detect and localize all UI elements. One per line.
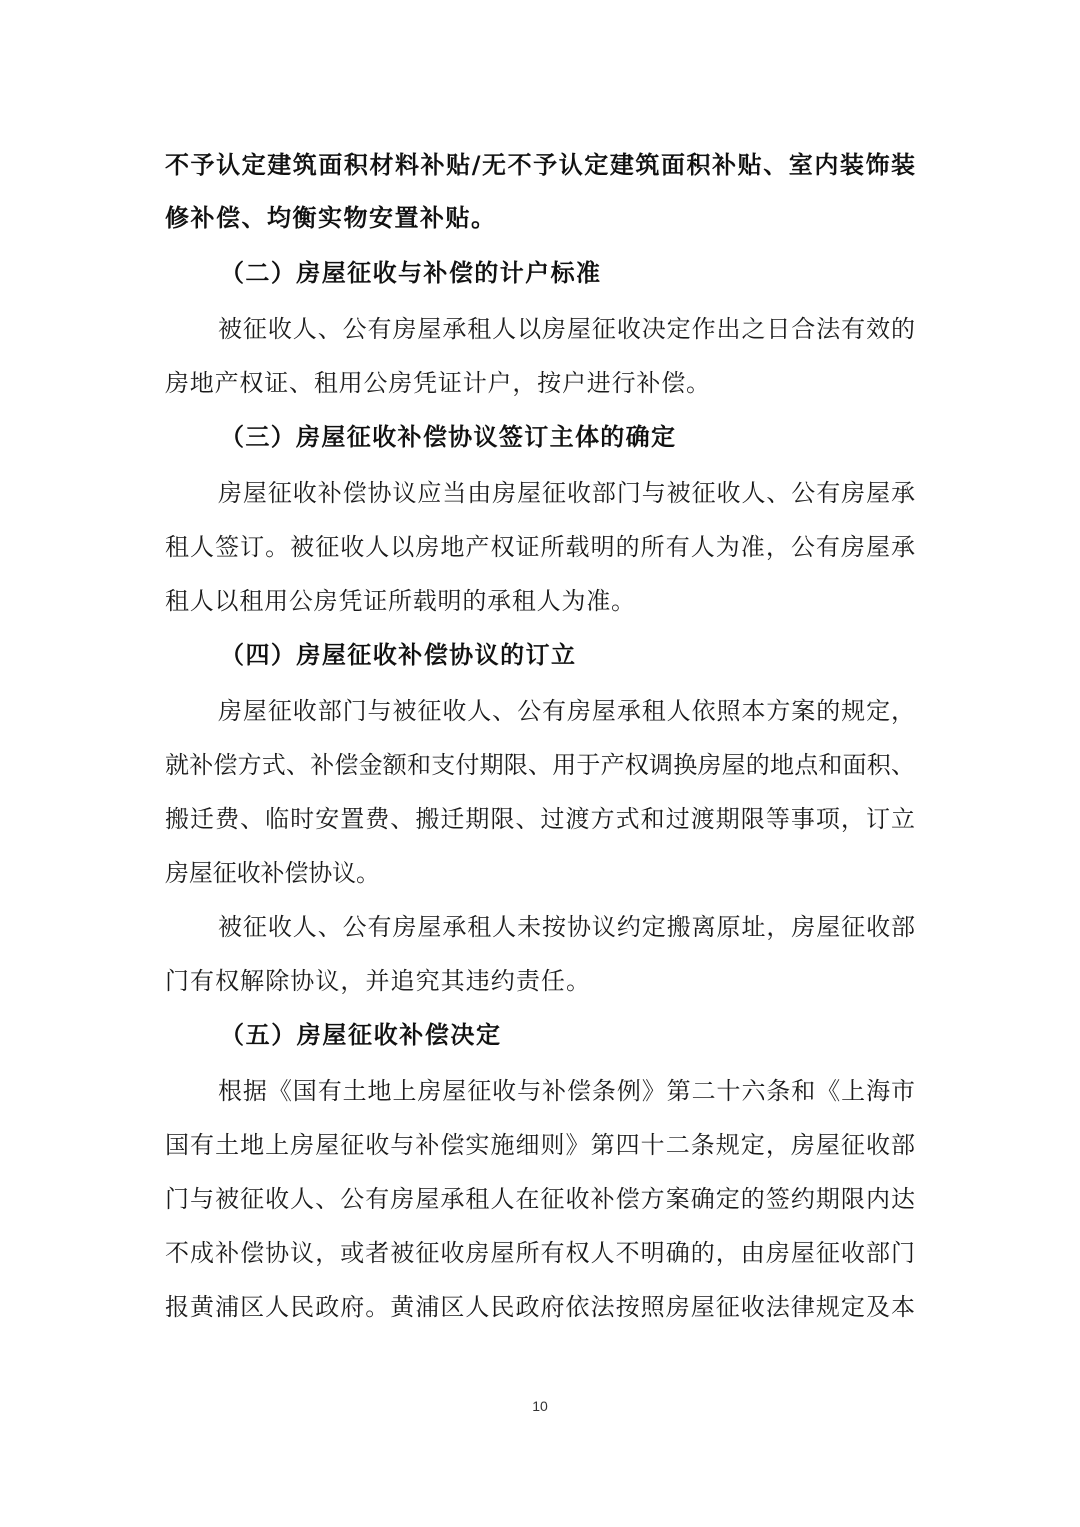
- text-line: 被征收人、公有房屋承租人未按协议约定搬离原址，房屋征收部: [218, 913, 916, 941]
- text-line: 房屋征收补偿协议。: [165, 859, 380, 887]
- text-line: 租人以租用公房凭证所载明的承租人为准。: [165, 587, 636, 615]
- text-line: 报黄浦区人民政府。黄浦区人民政府依法按照房屋征收法律规定及本: [165, 1293, 917, 1321]
- page-number: 10: [532, 1398, 548, 1414]
- text-line: 修补偿、均衡实物安置补贴。: [165, 204, 497, 232]
- text-line: 搬迁费、临时安置费、搬迁期限、过渡方式和过渡期限等事项，订立: [165, 805, 917, 833]
- text-line: 国有土地上房屋征收与补偿实施细则》第四十二条规定，房屋征收部: [165, 1131, 917, 1159]
- section-heading: （四）房屋征收补偿协议的订立: [220, 641, 577, 669]
- text-line: 不予认定建筑面积材料补贴/无不予认定建筑面积补贴、室内装饰装: [165, 151, 917, 179]
- text-line: 租人签订。被征收人以房地产权证所载明的所有人为准，公有房屋承: [165, 533, 917, 561]
- text-line: 门与被征收人、公有房屋承租人在征收补偿方案确定的签约期限内达: [165, 1185, 917, 1213]
- text-line: 就补偿方式、补偿金额和支付期限、用于产权调换房屋的地点和面积、: [165, 751, 916, 779]
- text-line: 房屋征收补偿协议应当由房屋征收部门与被征收人、公有房屋承: [218, 479, 916, 507]
- text-line: 门有权解除协议，并追究其违约责任。: [165, 967, 592, 995]
- text-line: 根据《国有土地上房屋征收与补偿条例》第二十六条和《上海市: [218, 1077, 916, 1105]
- section-heading: （三）房屋征收补偿协议签订主体的确定: [220, 423, 677, 451]
- section-heading: （五）房屋征收补偿决定: [220, 1021, 502, 1049]
- section-heading: （二）房屋征收与补偿的计户标准: [220, 259, 602, 287]
- text-line: 房屋征收部门与被征收人、公有房屋承租人依照本方案的规定，: [218, 697, 916, 725]
- text-line: 不成补偿协议，或者被征收房屋所有权人不明确的，由房屋征收部门: [165, 1239, 917, 1267]
- text-line: 被征收人、公有房屋承租人以房屋征收决定作出之日合法有效的: [218, 315, 916, 343]
- text-line: 房地产权证、租用公房凭证计户，按户进行补偿。: [165, 369, 711, 397]
